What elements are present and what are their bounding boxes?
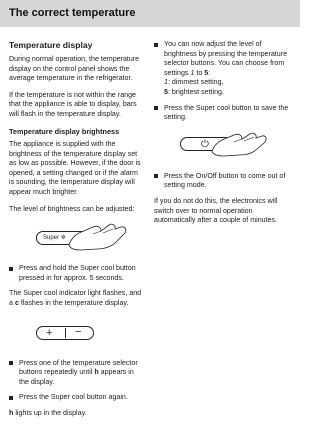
list-item-save-setting [154, 104, 291, 123]
to-word: to [196, 68, 203, 77]
bullet-text: Press and hold the Super cool button pressed in for approx. 5 seconds. [19, 264, 136, 282]
bullet-text: Press the Super cool button to save the setting. [164, 103, 289, 122]
figure-onoff-button [154, 129, 291, 163]
h-symbol: h [94, 368, 99, 377]
max-text: : brightest setting. [167, 87, 224, 96]
bullet-text-pre: Press one of the temperature selector buttons repeatedly until [19, 358, 138, 377]
minus-icon: − [75, 325, 82, 338]
list-item-press-super-again [9, 393, 144, 403]
paragraph-out-of-range: If the temperature is not within the range that the appliance is able to display, bars will flash in the temperature display. [9, 90, 137, 118]
setting-low: 1 [190, 68, 195, 77]
page-title: The correct temperature [9, 7, 136, 19]
bullet-text: Press the On/Off button to come out of setting mode. [164, 171, 286, 190]
min-number: 1 [164, 78, 168, 87]
snowflake-icon: ✲ [60, 235, 66, 242]
bullet-text-pre: You can now adjust the level of brightness by pressing the temperature selector buttons. You can choose from settings [164, 40, 288, 77]
bullet-square-icon [9, 396, 13, 400]
p5-pre: The Super cool indicator light flashes, and a [9, 289, 142, 307]
paragraph-brightness-adjust: The level of brightness can be adjusted: [9, 204, 135, 213]
finger-press-icon [9, 221, 139, 255]
left-column [9, 40, 144, 426]
list-item-exit-setting [154, 172, 291, 191]
temperature-selector-illustration [36, 326, 94, 340]
section-heading: Temperature display [9, 40, 93, 50]
divider [65, 328, 66, 338]
bullet-text-post: appears in the display. [19, 368, 134, 386]
page-header [0, 0, 300, 27]
plus-icon: + [46, 326, 53, 339]
bullet-square-icon [9, 267, 13, 271]
list-item-adjust-brightness: You can now adjust the level of brightness by pressing the temperature selector buttons. You can choose from settings 1 to 5: 1: dimmest setting, 5: brightest setting. [154, 40, 291, 98]
figure-super-button [9, 221, 144, 255]
brightness-subheading: Temperature display brightness [9, 126, 120, 136]
p6-text: lights up in the display. [15, 408, 87, 417]
setting-high: 5 [204, 68, 209, 77]
c-symbol: c [14, 299, 19, 307]
p5-post: flashes in the temperature display. [20, 299, 129, 307]
power-icon: ⏻ [201, 138, 209, 150]
paragraph-brightness-default: The appliance is supplied with the brightness of the temperature display set as low as possible. However, if the door is opened, a setting changed or if the alarm is sounding, the temperature display will appear much brighter. [9, 140, 141, 197]
right-column [154, 40, 291, 233]
bullet-square-icon [154, 174, 158, 178]
paragraph-indicator-flashes [9, 289, 144, 308]
bullet-text: Press the Super cool button again. [19, 393, 128, 402]
finger-press-icon [154, 129, 284, 163]
bullet-square-icon [154, 106, 158, 110]
list-item-hold-super [9, 264, 144, 283]
min-text: : dimmest setting, [167, 78, 224, 87]
paragraph-normal-operation: During normal operation, the temperature display on the control panel shows the average temperature in the refrigerator. [9, 55, 140, 83]
paragraph-auto-switch: If you do not do this, the electronics will switch over to normal operation automatically after a couple of minutes. [154, 196, 278, 225]
figure-temp-selector [9, 316, 144, 350]
bullet-square-icon [154, 43, 158, 47]
paragraph-h-lights [9, 409, 144, 419]
h-symbol: h [9, 408, 14, 417]
max-number: 5 [164, 87, 168, 96]
bullet-square-icon [9, 361, 13, 365]
list-item-press-selector [9, 359, 144, 388]
super-button-label: Super [43, 235, 60, 242]
